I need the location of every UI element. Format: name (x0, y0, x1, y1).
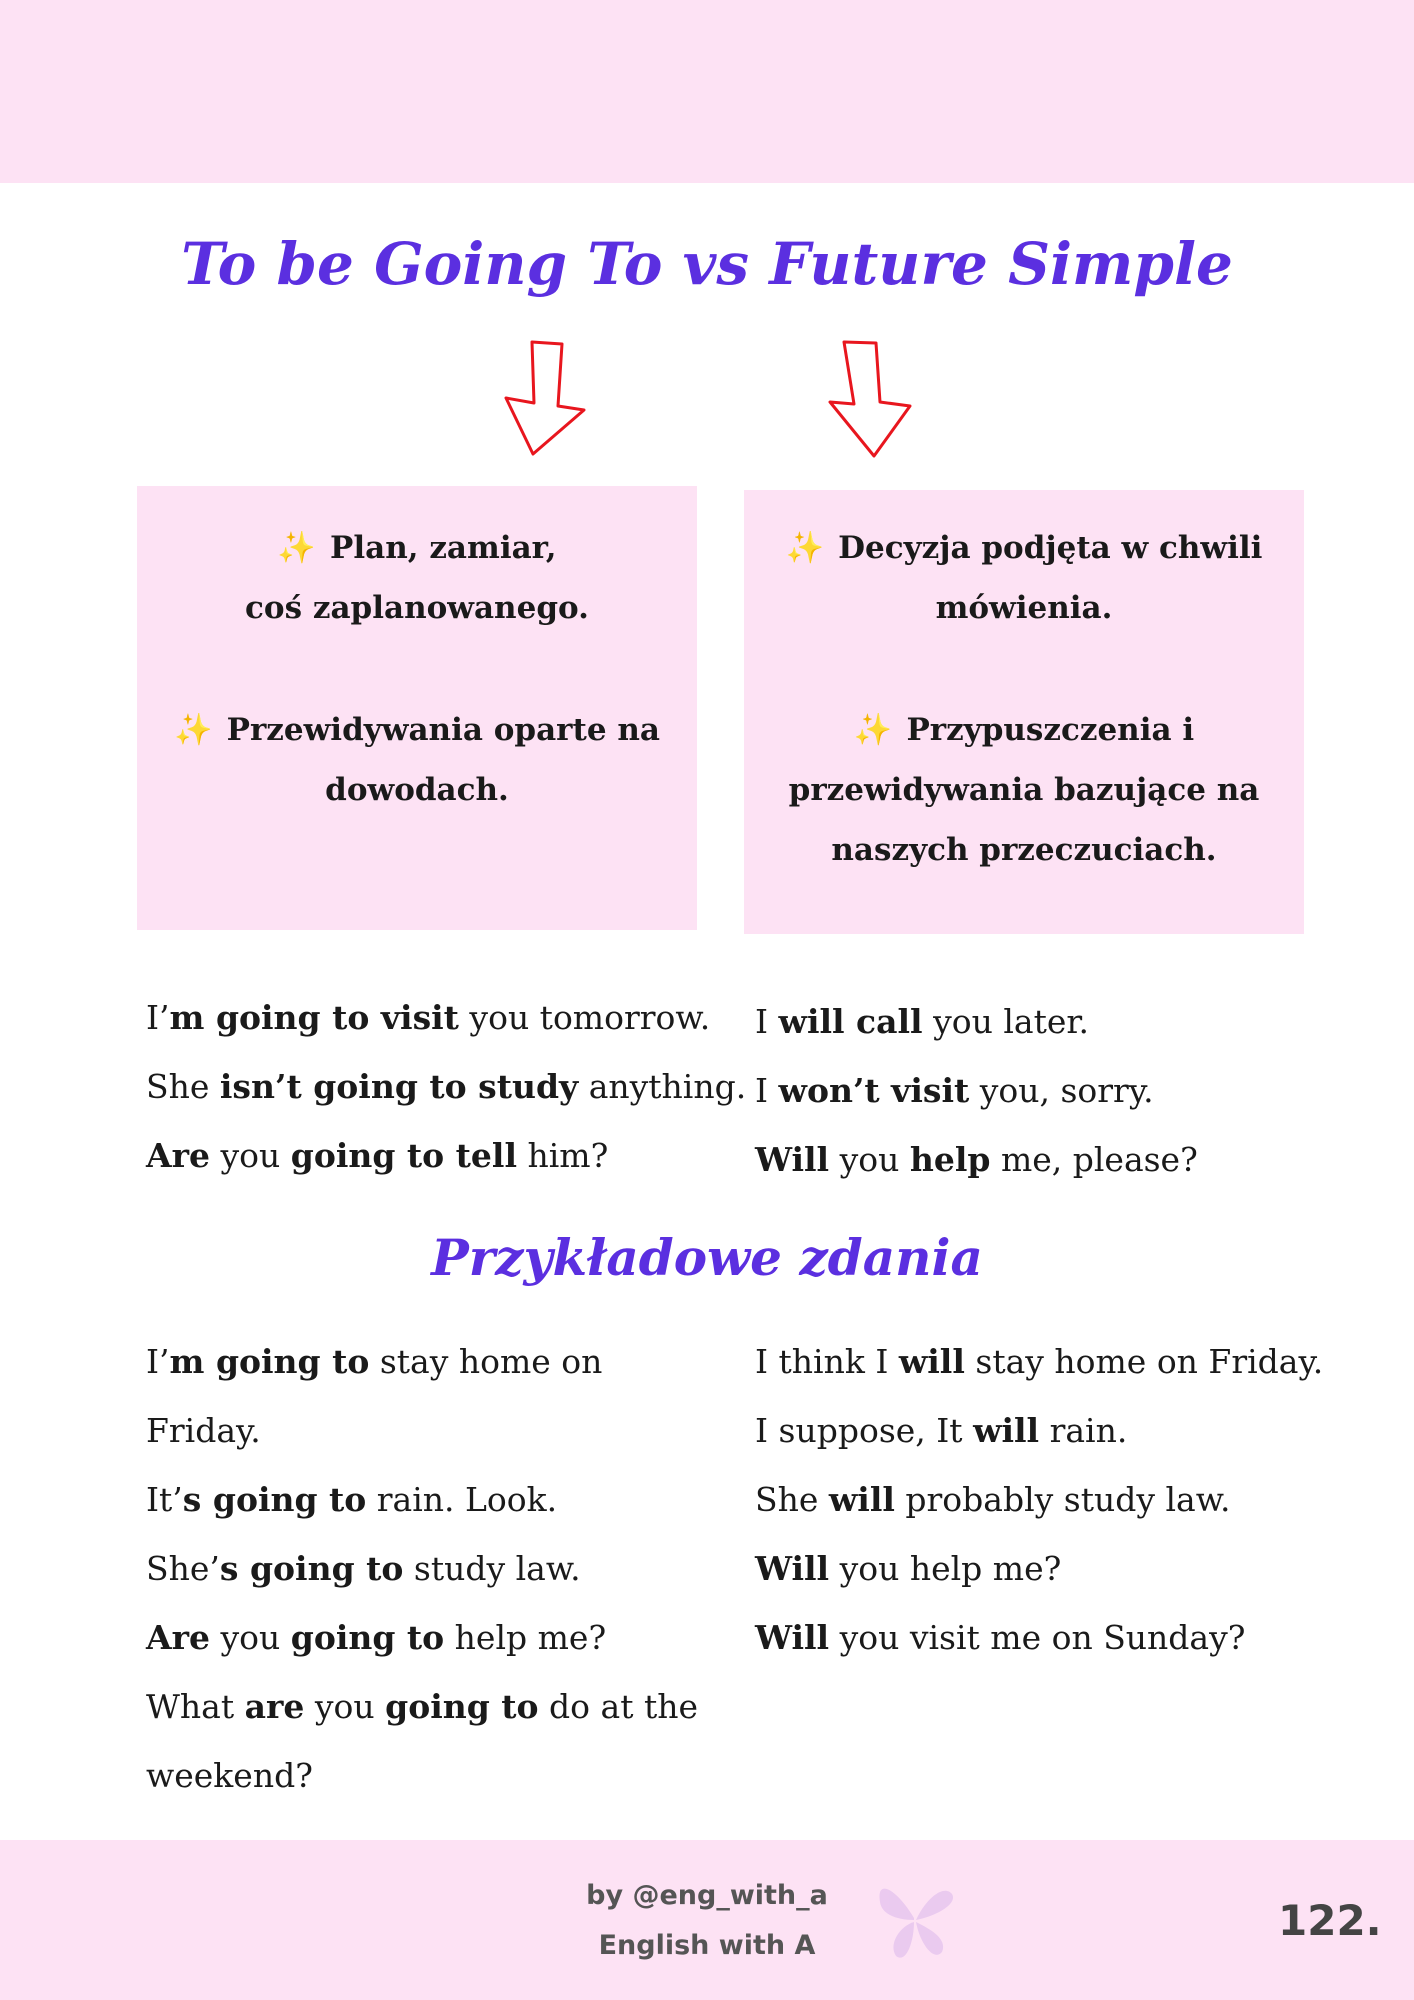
rule-text: naszych przeczuciach. (831, 832, 1217, 868)
sample-sentence: What are you going to do at the weekend? (146, 1687, 699, 1795)
footer-band (0, 1840, 1414, 2000)
rule-text: Przewidywania oparte na (226, 712, 660, 748)
rule-prediction-feeling (744, 700, 1304, 880)
example-sentence: I won’t visit you, sorry. (755, 1071, 1154, 1110)
examples-going-to (146, 983, 746, 1190)
sample-sentence: Are you going to help me? (146, 1618, 607, 1657)
rule-decision (744, 518, 1304, 638)
sparkle-icon: ✨ (277, 530, 317, 566)
page-number: 122. (1278, 1896, 1382, 1945)
rule-text: coś zaplanowanego. (245, 590, 589, 626)
down-arrow-icon (826, 340, 916, 460)
sample-sentence: Will you help me? (755, 1549, 1062, 1588)
header-band (0, 0, 1414, 183)
rule-text: Plan, zamiar, (330, 530, 557, 566)
sample-sentences-going-to (146, 1327, 706, 1810)
example-sentence: She isn’t going to study anything. (146, 1067, 747, 1106)
sample-sentence: Will you visit me on Sunday? (755, 1618, 1246, 1657)
sparkle-icon: ✨ (785, 530, 825, 566)
sample-sentence: It’s going to rain. Look. (146, 1480, 558, 1519)
rule-plan (137, 518, 697, 638)
rule-box-future-simple (744, 490, 1304, 934)
rule-line (744, 700, 1304, 760)
example-sentence: I’m going to visit you tomorrow. (146, 998, 711, 1037)
sample-sentence: I’m going to stay home on Friday. (146, 1342, 603, 1450)
section-title: Przykładowe zdania (431, 1228, 983, 1287)
rule-text: Decyzja podjęta w chwili (838, 530, 1263, 566)
rule-line (137, 518, 697, 578)
footer-author: by @eng_with_a (586, 1880, 828, 1911)
example-sentence: I will call you later. (755, 1002, 1089, 1041)
rule-line (744, 518, 1304, 578)
example-sentence: Will you help me, please? (755, 1140, 1198, 1179)
sparkle-icon: ✨ (174, 712, 213, 748)
rule-text: mówienia. (935, 590, 1113, 626)
example-sentence: Are you going to tell him? (146, 1136, 609, 1175)
rule-text: Przypuszczenia i (906, 712, 1195, 748)
page-title: To be Going To vs Future Simple (181, 230, 1233, 298)
sparkle-icon: ✨ (853, 712, 893, 748)
rule-prediction-evidence (137, 700, 697, 820)
down-arrow-icon (500, 340, 590, 460)
sample-sentence: She’s going to study law. (146, 1549, 581, 1588)
examples-future-simple (755, 987, 1198, 1194)
sample-sentence: I think I will stay home on Friday. (755, 1342, 1324, 1381)
rule-text: przewidywania bazujące na (788, 772, 1260, 808)
rule-box-going-to (137, 486, 697, 930)
footer-brand: English with A (598, 1930, 816, 1961)
sample-sentence: She will probably study law. (755, 1480, 1231, 1519)
sample-sentences-future-simple (755, 1327, 1323, 1672)
sample-sentence: I suppose, It will rain. (755, 1411, 1128, 1450)
rule-line (137, 700, 697, 760)
rule-text: dowodach. (325, 772, 509, 808)
